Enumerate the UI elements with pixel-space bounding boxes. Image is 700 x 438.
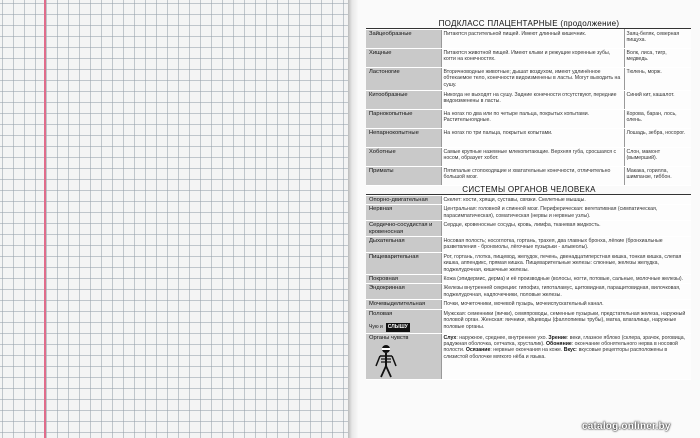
table-row <box>366 333 691 379</box>
order-desc: Никогда не выходят на сушу. Задние конечности отсутствуют, передние видоизменены в ласты. <box>441 91 624 110</box>
table-row <box>366 275 691 284</box>
placental-table <box>366 29 691 186</box>
sense-label: Обоняние <box>546 340 572 347</box>
sense-label: Слух <box>443 334 457 341</box>
sense-text: : наружное, среднее, внутреннее ухо. <box>456 334 549 341</box>
order-name: Непарнокопытные <box>366 129 441 148</box>
system-desc: Железы внутренней секреции: гипофиз, гипоталамус, щитовидная, паращитовидная, вилочковая, поджелудочная, надпочечники, половые железы. <box>441 284 691 300</box>
organs-title: СИСТЕМЫ ОРГАНОВ ЧЕЛОВЕКА <box>462 185 596 194</box>
brain-logo <box>369 323 439 331</box>
reference-page <box>358 0 700 438</box>
organs-table <box>366 195 691 380</box>
order-example: Слон, мамонт (вымерший). <box>624 148 691 167</box>
system-desc: Кожа (эпидермис, дерма) и её производные (волосы, ногти, потовые, сальные, молочные железы). <box>441 275 691 284</box>
system-desc: Центральная: головной и спинной мозг. Периферическая: вегетативная (симпатическая, парасимпатическая), соматическая (нервы и нервные узлы). <box>441 205 691 221</box>
order-name: Ластоногие <box>366 68 441 91</box>
order-name: Китообразные <box>366 91 441 110</box>
table-row <box>366 205 691 221</box>
system-name: Сердечно-сосудистая и кровеносная <box>366 221 441 237</box>
table-row <box>366 129 691 148</box>
table-row <box>366 309 691 333</box>
sense-label: Зрение <box>548 334 567 341</box>
system-name-label: Половая <box>369 310 393 317</box>
order-desc: Питаются растительной пищей. Имеют длинный кишечник. <box>441 30 624 49</box>
system-desc: Сердце, кровеносные сосуды, кровь, лимфа, тканевая жидкость. <box>441 221 691 237</box>
system-name: Опорно-двигательная <box>366 196 441 205</box>
table-row <box>366 284 691 300</box>
table-row <box>366 148 691 167</box>
order-example: Волк, лиса, тигр, медведь. <box>624 49 691 68</box>
sense-label: Осязание <box>465 347 491 354</box>
system-desc: Скелет: кости, хрящи, суставы, связки. Скелетные мышцы. <box>441 196 691 205</box>
order-example: Лошадь, зебра, носорог. <box>624 129 691 148</box>
table-row <box>366 300 691 309</box>
sense-label: Вкус <box>563 347 576 354</box>
system-name: Нервная <box>366 205 441 221</box>
brain-logo-badge: СЛЫШУ <box>387 324 408 331</box>
order-example: Макака, горилла, шимпанзе, гиббон. <box>624 167 691 186</box>
table-row <box>366 30 691 49</box>
system-name: Покровная <box>366 275 441 284</box>
order-name: Хоботные <box>366 148 441 167</box>
order-example: Синий кит, кашалот. <box>624 91 691 110</box>
margin-line <box>44 0 46 438</box>
table-row <box>366 237 691 253</box>
order-example: Корова, баран, лось, олень. <box>624 110 691 129</box>
order-name: Хищные <box>366 49 441 68</box>
table-row <box>366 110 691 129</box>
system-name: Пищеварительная <box>366 252 441 274</box>
watermark: catalog.onliner.by <box>582 421 671 432</box>
system-desc: Почки, мочеточники, мочевой пузырь, мочеиспускательный канал. <box>441 300 691 309</box>
system-name: Мочевыделительная <box>366 300 441 309</box>
order-desc: Пятипалые стопоходящие и хватательные конечности, отличительно большой мозг. <box>441 167 624 186</box>
table-row <box>366 91 691 110</box>
order-name: Приматы <box>366 167 441 186</box>
table-row <box>366 167 691 186</box>
system-desc: Носовая полость; носоглотка, гортань, трахея, два главных бронха, лёгкие (бронхиальные разветвления - бронхиолы, лёгочные пузырьки - альвеолы). <box>441 237 691 253</box>
system-desc: Рот, гортань, глотка, пищевод, желудок, печень, двенадцатиперстная кишка, тонкая кишка, слепая кишка, аппендикс, прямая кишка. Пищеварительные железы: слюнные, железы желудка, поджелудочная, кишечные железы. <box>441 252 691 274</box>
order-desc: На ногах по два или по четыре пальца, покрытых копытами. Растительноядные. <box>441 110 624 129</box>
system-desc <box>441 333 691 379</box>
graph-paper-page <box>0 0 348 438</box>
order-example: Тюлень, морж. <box>624 68 691 91</box>
order-name: Зайцеобразные <box>366 30 441 49</box>
table-row <box>366 221 691 237</box>
table-row <box>366 196 691 205</box>
system-desc: Мужская: семенники (яички), семяпроводы, семенные пузырьки, предстательная железа, наружный половой орган. Женская: яичники, яйцеводы (фаллопиевы трубы), матка, влагалище, наружные половые органы. <box>441 309 691 333</box>
order-desc: Вторичноводные животные; дышат воздухом, имеют удлинённое обтекаемое тело, конечности видоизменены в ласты. Могут выходить на сушу. <box>441 68 624 91</box>
system-name <box>366 309 441 333</box>
order-example: Заяц-беляк, северная пищуха. <box>624 30 691 49</box>
notebook-spine <box>348 0 358 438</box>
order-desc: На ногах по три пальца, покрытых копытами. <box>441 129 624 148</box>
placental-title: ПОДКЛАСС ПЛАЦЕНТАРНЫЕ (продолжение) <box>438 19 620 28</box>
sense-text: : нервные окончания на коже. <box>490 347 564 354</box>
system-name <box>366 333 441 379</box>
skeleton-icon <box>369 344 403 378</box>
table-row <box>366 49 691 68</box>
sense-text: : окончание обонятельного нерва в носовой полости. <box>443 340 678 354</box>
sense-text: : веки, глазное яблоко (склера, зрачок, роговица, радужная оболочка, сетчатка, хрусталик). <box>443 334 686 347</box>
order-desc: Самые крупные наземные млекопитающие. Верхняя губа, сросшаяся с носом, образует хобот. <box>441 148 624 167</box>
system-name: Эндокринная <box>366 284 441 300</box>
system-name: Дыхательная <box>366 237 441 253</box>
sense-text: : вкусовые рецепторы расположены в слизистой оболочке мягкого нёба и языка. <box>443 347 668 360</box>
brain-logo-prefix: Чую и <box>369 324 383 331</box>
order-name: Парнокопытные <box>366 110 441 129</box>
table-row <box>366 252 691 274</box>
system-name-label: Органы чувств <box>369 334 409 341</box>
table-row <box>366 68 691 91</box>
order-desc: Питаются животной пищей. Имеют клыки и режущие коренные зубы, когти на конечностях. <box>441 49 624 68</box>
